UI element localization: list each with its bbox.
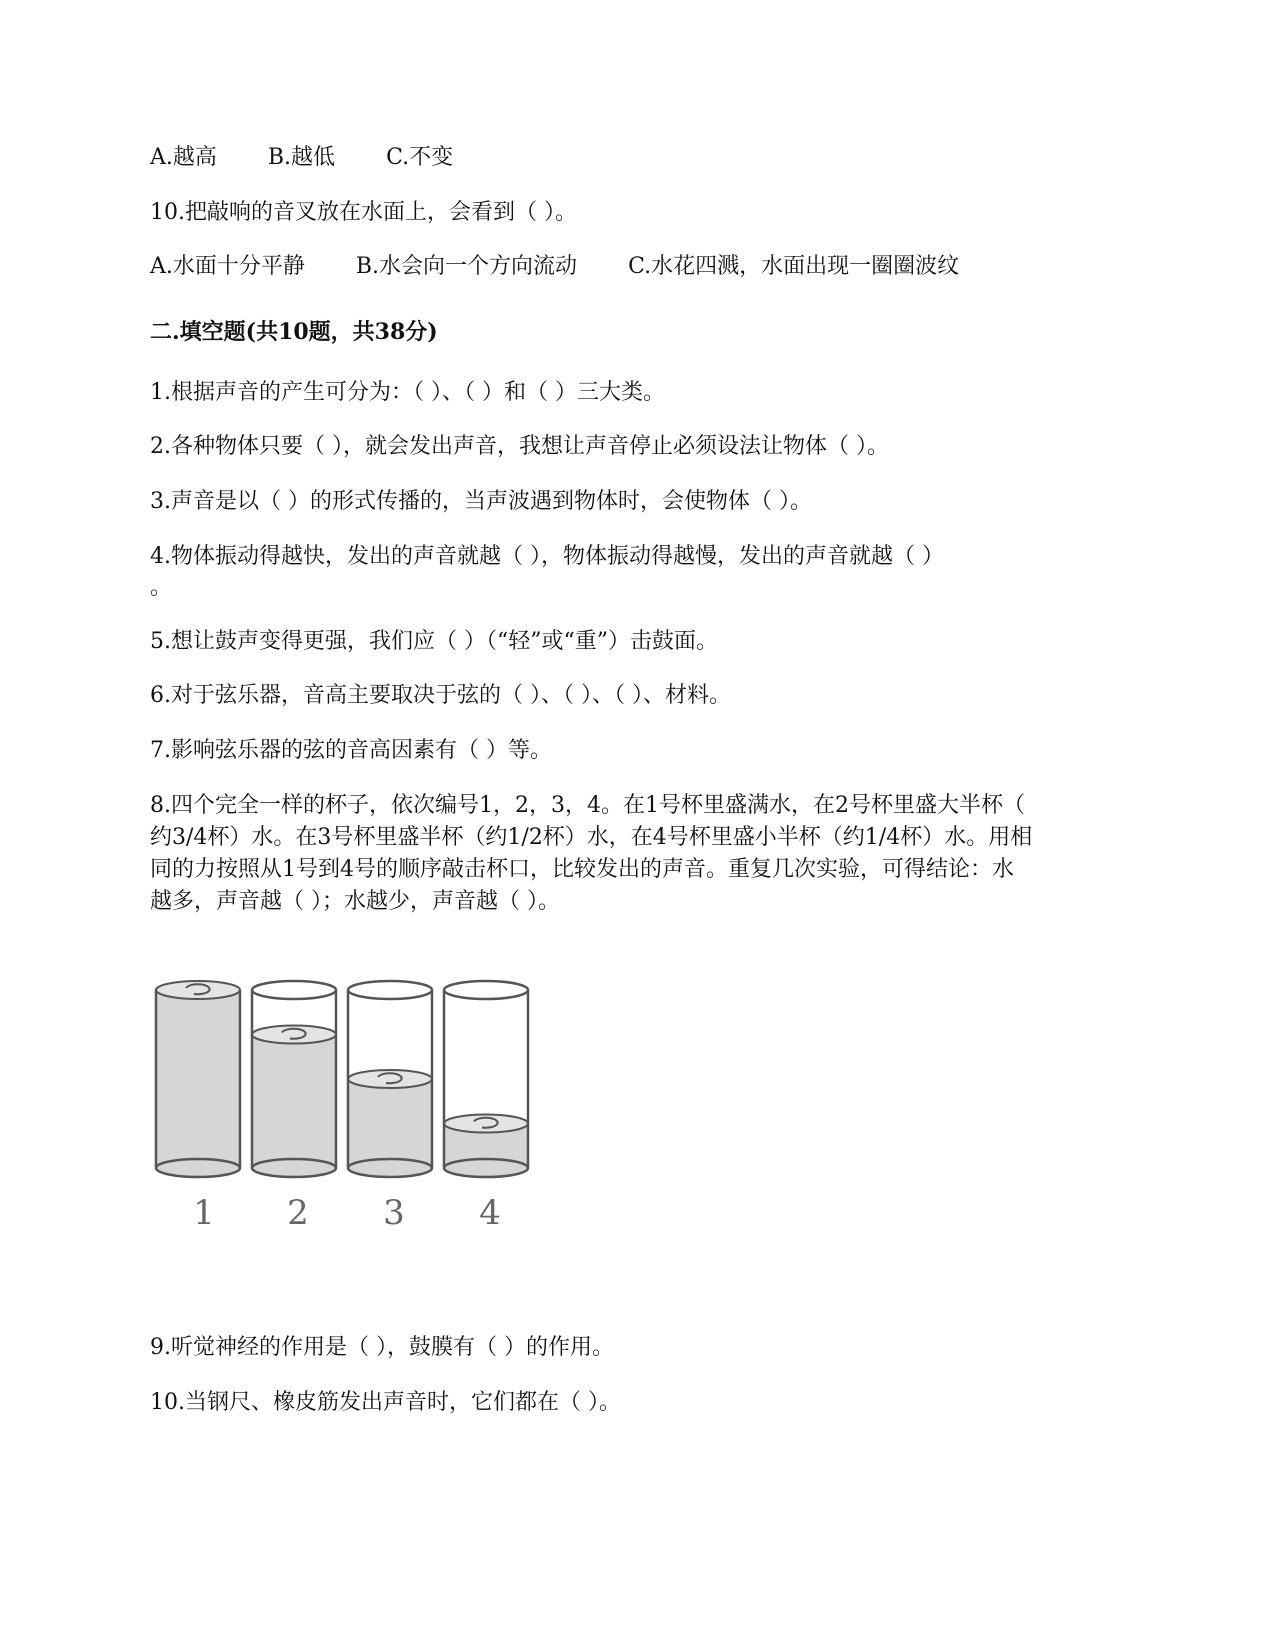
cup-label-4: 4 xyxy=(479,1193,501,1233)
cup-labels-layer xyxy=(193,1193,501,1233)
cup-water-1 xyxy=(156,990,240,1168)
q9-option-c: C.不变 xyxy=(386,145,454,170)
fill-q8-line1: 8.四个完全一样的杯子，依次编号1，2，3，4。在1号杯里盛满水，在2号杯里盛大半杯（ xyxy=(150,793,1025,818)
fill-q1: 1.根据声音的产生可分为：（ ）、（ ）和（ ）三大类。 xyxy=(150,380,665,405)
cup-bottom-1 xyxy=(156,1159,240,1177)
cup-rim-2 xyxy=(252,981,336,999)
fill-q4-line2: 。 xyxy=(150,575,173,600)
fill-q9: 9.听觉神经的作用是（ ），鼓膜有（ ）的作用。 xyxy=(150,1335,614,1360)
fill-q10: 10.当钢尺、橡皮筋发出声音时，它们都在（ ）。 xyxy=(150,1390,621,1415)
four-cups-figure xyxy=(150,978,570,1268)
fill-q7: 7.影响弦乐器的弦的音高因素有（ ）等。 xyxy=(150,738,552,763)
q9-option-a: A.越高 xyxy=(150,145,217,170)
fill-q8-line4: 越多，声音越（ ）；水越少，声音越（ ）。 xyxy=(150,889,560,914)
fill-q8-line3: 同的力按照从1号到4号的顺序敲击杯口，比较发出的声音。重复几次实验，可得结论：水 xyxy=(150,857,1014,882)
fill-q6: 6.对于弦乐器，音高主要取决于弦的（ ）、（ ）、（ ）、材料。 xyxy=(150,683,731,708)
cup-rim-3 xyxy=(348,981,432,999)
cup-water-3 xyxy=(348,1079,432,1168)
q10-option-c: C.水花四溅，水面出现一圈圈波纹 xyxy=(628,254,960,279)
cup-bottom-3 xyxy=(348,1159,432,1177)
cup-bottom-4 xyxy=(444,1159,528,1177)
cup-2 xyxy=(252,981,336,1177)
section-heading: 二.填空题(共10题，共38分) xyxy=(150,319,438,345)
q9-options xyxy=(150,142,1130,174)
q10-option-b: B.水会向一个方向流动 xyxy=(355,254,578,279)
cup-4 xyxy=(444,981,528,1177)
fill-q4-line1: 4.物体振动得越快，发出的声音就越（ ），物体振动得越慢，发出的声音就越（ ） xyxy=(150,544,944,569)
q10-options xyxy=(150,251,1130,283)
fill-q5: 5.想让鼓声变得更强，我们应（ ）（“轻”或“重”）击鼓面。 xyxy=(150,629,718,654)
cup-label-2: 2 xyxy=(287,1193,309,1233)
fill-q3: 3.声音是以（ ）的形式传播的，当声波遇到物体时，会使物体（ ）。 xyxy=(150,489,812,514)
q10-option-a: A.水面十分平静 xyxy=(150,254,305,279)
cup-water-2 xyxy=(252,1035,336,1169)
cup-3 xyxy=(348,981,432,1177)
fill-q8-line2: 约3/4杯）水。在3号杯里盛半杯（约1/2杯）水，在4号杯里盛小半杯（约1/4杯）水。用相 xyxy=(150,825,1033,850)
cup-label-3: 3 xyxy=(383,1193,405,1233)
cup-label-1: 1 xyxy=(193,1193,215,1233)
cup-rim-4 xyxy=(444,981,528,999)
cup-1 xyxy=(156,981,240,1177)
q10-stem: 10.把敲响的音叉放在水面上，会看到（ ）。 xyxy=(150,200,577,225)
q9-option-b: B.越低 xyxy=(267,145,336,170)
cups-layer xyxy=(156,981,528,1177)
cup-bottom-2 xyxy=(252,1159,336,1177)
fill-q2: 2.各种物体只要（ ），就会发出声音，我想让声音停止必须设法让物体（ ）。 xyxy=(150,434,889,459)
